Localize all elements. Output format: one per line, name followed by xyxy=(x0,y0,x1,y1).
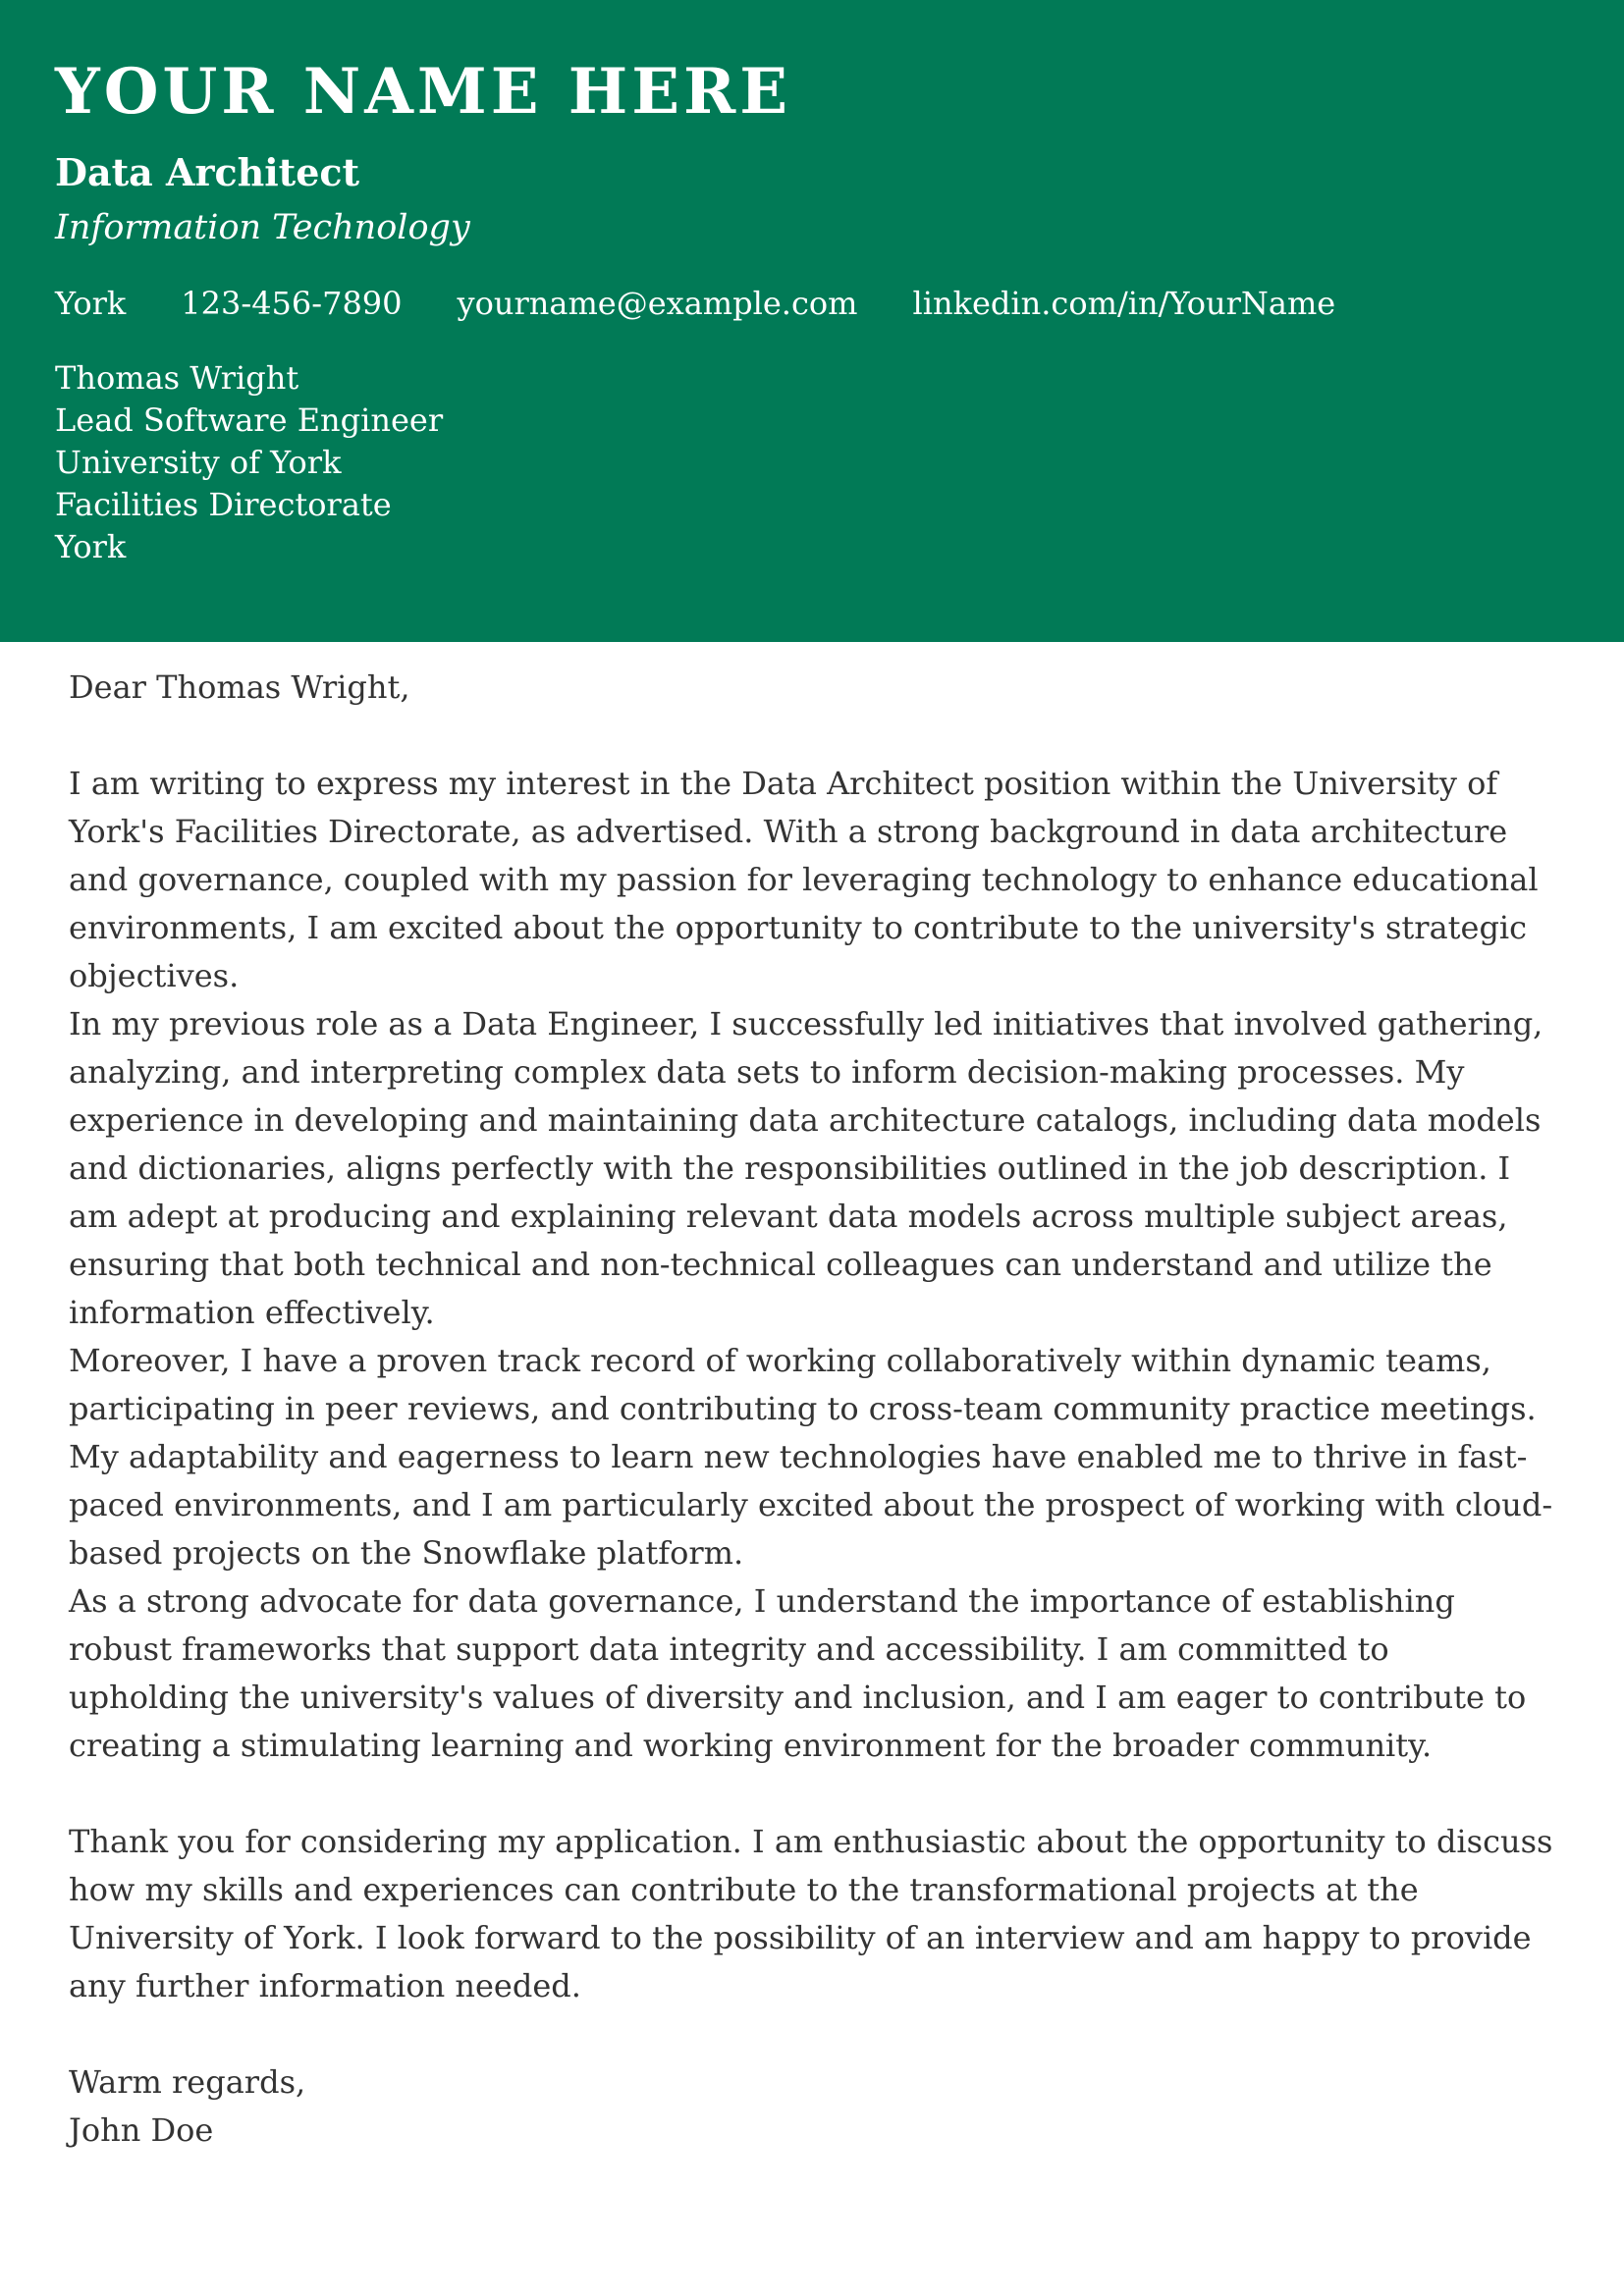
contact-phone: 123-456-7890 xyxy=(181,285,403,322)
signature-name: John Doe xyxy=(69,2111,214,2149)
recipient-organization: University of York xyxy=(55,444,342,481)
body-paragraph: In my previous role as a Data Engineer, I successfully led initiatives that involved gathering, analyzing, and interpreting complex data sets to inform decision-making processes. My experience in developing and maintaining data architecture catalogs, including data models and dictionaries, aligns perfectly with the responsibilities outlined in the job description. I am adept at producing and explaining relevant data models across multiple subject areas, ensuring that both technical and non-technical colleagues can understand and utilize the information effectively. xyxy=(69,1005,1543,1331)
body-paragraph: I am writing to express my interest in the Data Architect position within the University of York's Facilities Directorate, as advertised. With a strong background in data architecture and governance, coupled with my passion for leveraging technology to enhance educational environments, I am excited about the opportunity to contribute to the university's strategic objectives. xyxy=(69,765,1539,994)
recipient-name: Thomas Wright xyxy=(55,359,299,397)
letter-header xyxy=(0,0,1624,642)
recipient-address xyxy=(55,357,1624,568)
applicant-name: YOUR NAME HERE xyxy=(55,55,791,129)
signoff: Warm regards, xyxy=(69,2063,306,2101)
contact-linkedin: linkedin.com/in/YourName xyxy=(912,285,1336,322)
contact-city: York xyxy=(55,285,127,322)
contact-info xyxy=(55,283,1624,324)
applicant-job-title: Data Architect xyxy=(55,150,360,194)
letter-body xyxy=(0,642,1624,2155)
recipient-city: York xyxy=(55,528,127,565)
contact-email: yourname@example.com xyxy=(457,285,858,322)
body-paragraph: Moreover, I have a proven track record of working collaboratively within dynamic teams, participating in peer reviews, and contributing to cross-team community practice meetings. My adaptability and eagerness to learn new technologies have enabled me to thrive in fast-paced environments, and I am particularly excited about the prospect of working with cloud-based projects on the Snowflake platform. xyxy=(69,1342,1553,1572)
salutation: Dear Thomas Wright, xyxy=(69,668,410,706)
paragraph-gap xyxy=(69,2010,1555,2058)
closing-paragraph: Thank you for considering my application. I am enthusiastic about the opportunity to discuss how my skills and experiences can contribute to the transformational projects at the University of York. I look forward to the possibility of an interview and am happy to provide any further information needed. xyxy=(69,1823,1553,2004)
signoff-block xyxy=(69,2058,1555,2155)
recipient-title: Lead Software Engineer xyxy=(55,401,444,439)
body-paragraph: As a strong advocate for data governance, I understand the importance of establishing robust frameworks that support data integrity and accessibility. I am committed to upholding the university's values of diversity and inclusion, and I am eager to contribute to creating a stimulating learning and working environment for the broader community. xyxy=(69,1582,1527,1764)
applicant-industry: Information Technology xyxy=(55,208,470,247)
paragraph-gap xyxy=(69,1770,1555,1818)
recipient-department: Facilities Directorate xyxy=(55,486,392,523)
